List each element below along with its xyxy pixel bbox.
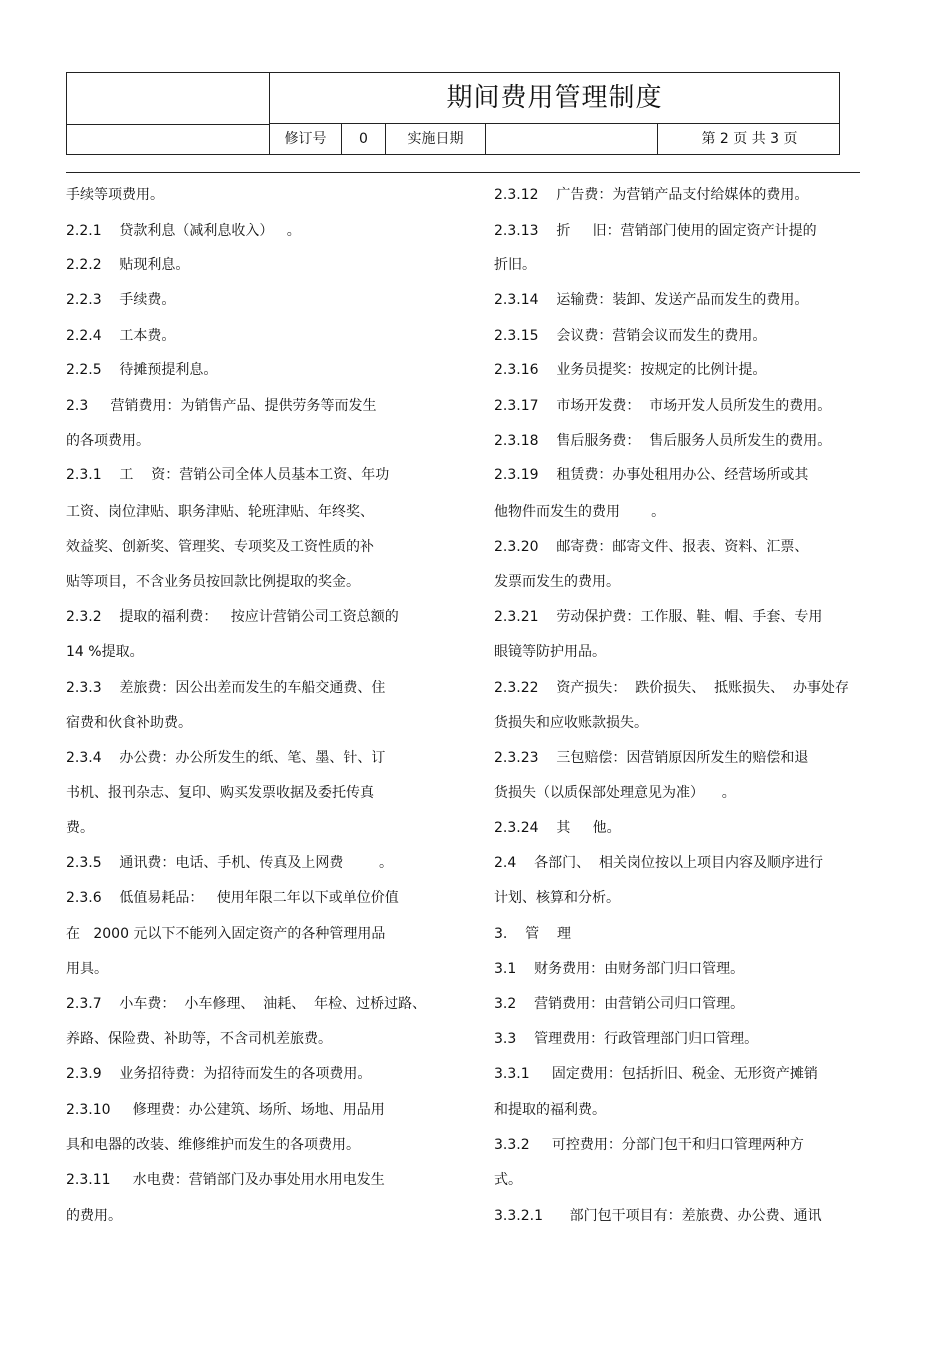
text-line: 发票而发生的费用。 <box>494 574 620 590</box>
text-line: 2.4 各部门、 相关岗位按以上项目内容及顺序进行 <box>494 855 823 871</box>
text-line: 2.2.1 贷款利息（减利息收入） 。 <box>66 223 301 239</box>
text-line: 在 2000 元以下不能列入固定资产的各种管理用品 <box>66 926 386 942</box>
date-value <box>486 124 658 155</box>
text-line: 的各项费用。 <box>66 433 150 449</box>
text-line: 3.3.2 可控费用：分部门包干和归口管理两种方 <box>494 1137 804 1153</box>
text-line: 工资、岗位津贴、职务津贴、轮班津贴、年终奖、 <box>66 504 374 520</box>
text-line: 3. 管 理 <box>494 926 571 942</box>
revision-label: 修订号 <box>270 124 342 155</box>
text-line: 14 %提取。 <box>66 644 144 660</box>
text-line: 2.2.4 工本费。 <box>66 328 176 344</box>
text-line: 2.3.7 小车费： 小车修理、 油耗、 年检、过桥过路、 <box>66 996 427 1012</box>
text-line: 货损失和应收账款损失。 <box>494 715 648 731</box>
text-line: 2.3.6 低值易耗品： 使用年限二年以下或单位价值 <box>66 890 399 906</box>
text-line: 2.3.10 修理费：办公建筑、场所、场地、用品用 <box>66 1102 385 1118</box>
text-line: 折旧。 <box>494 257 536 273</box>
text-line: 费。 <box>66 820 94 836</box>
text-line: 具和电器的改装、维修维护而发生的各项费用。 <box>66 1137 360 1153</box>
text-line: 2.3.14 运输费：装卸、发送产品而发生的费用。 <box>494 292 809 308</box>
text-line: 3.1 财务费用：由财务部门归口管理。 <box>494 961 745 977</box>
text-line: 式。 <box>494 1172 522 1188</box>
text-line: 2.3.12 广告费：为营销产品支付给媒体的费用。 <box>494 187 809 203</box>
text-line: 3.2 营销费用：由营销公司归口管理。 <box>494 996 745 1012</box>
text-line: 2.3.15 会议费：营销会议而发生的费用。 <box>494 328 767 344</box>
text-line: 2.3.22 资产损失： 跌价损失、 抵账损失、 办事处存 <box>494 680 850 696</box>
header-info-row <box>270 124 839 155</box>
text-line: 2.3.16 业务员提奖：按规定的比例计提。 <box>494 362 767 378</box>
page-info: 第 2 页 共 3 页 <box>701 131 798 147</box>
text-line: 2.2.3 手续费。 <box>66 292 176 308</box>
text-line: 2.3 营销费用：为销售产品、提供劳务等而发生 <box>66 398 377 414</box>
text-line: 眼镜等防护用品。 <box>494 644 606 660</box>
document-header <box>66 72 840 155</box>
text-line: 手续等项费用。 <box>66 187 164 203</box>
text-line: 2.3.18 售后服务费： 售后服务人员所发生的费用。 <box>494 433 832 449</box>
text-line: 3.3 管理费用：行政管理部门归口管理。 <box>494 1031 759 1047</box>
text-line: 书机、报刊杂志、复印、购买发票收据及委托传真 <box>66 785 374 801</box>
header-divider <box>66 172 860 173</box>
text-line: 2.3.17 市场开发费： 市场开发人员所发生的费用。 <box>494 398 832 414</box>
text-line: 2.3.23 三包赔偿：因营销原因所发生的赔偿和退 <box>494 750 809 766</box>
text-line: 宿费和伙食补助费。 <box>66 715 192 731</box>
text-line: 的费用。 <box>66 1208 122 1224</box>
text-line: 2.3.13 折 旧：营销部门使用的固定资产计提的 <box>494 223 817 239</box>
text-line: 效益奖、创新奖、管理奖、专项奖及工资性质的补 <box>66 539 374 555</box>
logo-area <box>67 73 270 154</box>
text-line: 2.3.11 水电费：营销部门及办事处用水用电发生 <box>66 1172 385 1188</box>
text-line: 2.3.20 邮寄费：邮寄文件、报表、资料、汇票、 <box>494 539 809 555</box>
text-line: 3.3.2.1 部门包干项目有：差旅费、办公费、通讯 <box>494 1208 822 1224</box>
revision-value: 0 <box>342 124 386 155</box>
text-line: 货损失（以质保部处理意见为准） 。 <box>494 785 736 801</box>
text-line: 2.3.5 通讯费：电话、手机、传真及上网费 。 <box>66 855 394 871</box>
text-line: 2.3.4 办公费：办公所发生的纸、笔、墨、针、订 <box>66 750 386 766</box>
text-line: 2.3.9 业务招待费：为招待而发生的各项费用。 <box>66 1066 372 1082</box>
text-line: 和提取的福利费。 <box>494 1102 606 1118</box>
text-line: 养路、保险费、补助等，不含司机差旅费。 <box>66 1031 332 1047</box>
text-line: 贴等项目，不含业务员按回款比例提取的奖金。 <box>66 574 360 590</box>
date-label: 实施日期 <box>386 124 486 155</box>
text-line: 计划、核算和分析。 <box>494 890 620 906</box>
text-line: 3.3.1 固定费用：包括折旧、税金、无形资产摊销 <box>494 1066 818 1082</box>
text-line: 2.3.19 租赁费：办事处租用办公、经营场所或其 <box>494 467 809 483</box>
text-line: 2.2.5 待摊预提利息。 <box>66 362 218 378</box>
text-line: 2.3.21 劳动保护费：工作服、鞋、帽、手套、专用 <box>494 609 823 625</box>
text-line: 他物件而发生的费用 。 <box>494 504 666 520</box>
text-line: 2.3.24 其 他。 <box>494 820 621 836</box>
text-line: 2.3.2 提取的福利费： 按应计营销公司工资总额的 <box>66 609 399 625</box>
document-title: 期间费用管理制度 <box>270 73 839 124</box>
text-line: 用具。 <box>66 961 108 977</box>
text-line: 2.2.2 贴现利息。 <box>66 257 190 273</box>
text-line: 2.3.1 工 资：营销公司全体人员基本工资、年功 <box>66 467 390 483</box>
text-line: 2.3.3 差旅费：因公出差而发生的车船交通费、住 <box>66 680 386 696</box>
